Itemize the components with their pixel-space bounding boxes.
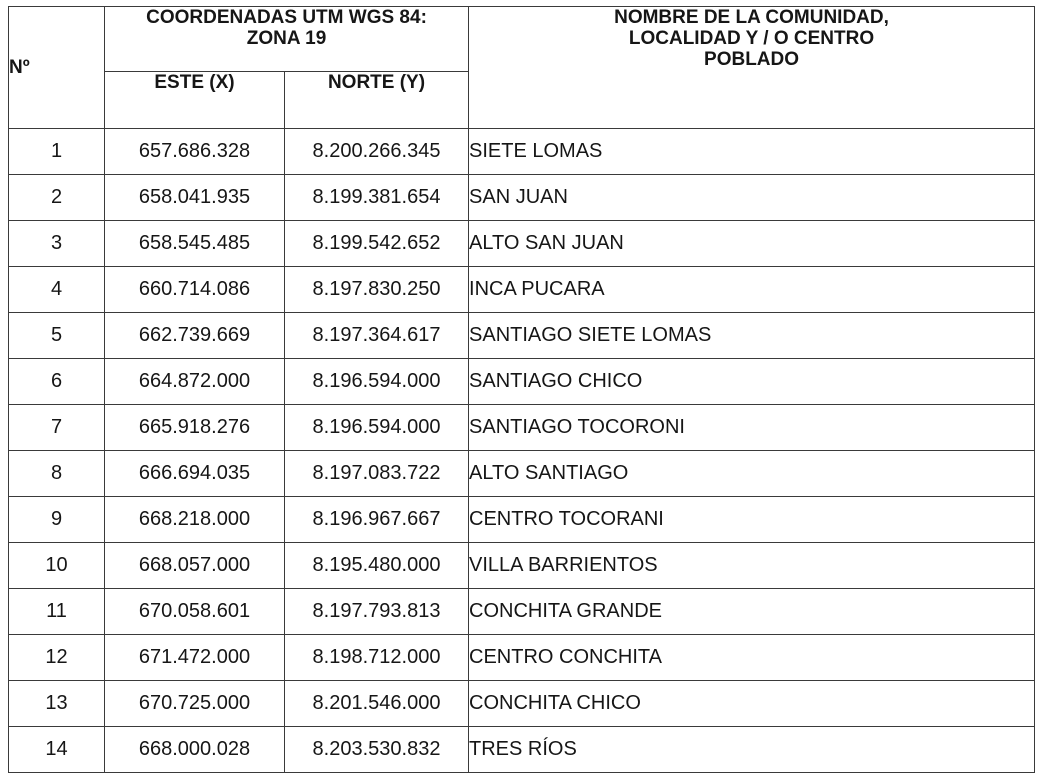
row-number-cell: 1 [9, 129, 105, 175]
norte-cell: 8.196.967.667 [285, 497, 469, 543]
row-number-cell: 4 [9, 267, 105, 313]
norte-cell: 8.200.266.345 [285, 129, 469, 175]
norte-cell: 8.196.594.000 [285, 359, 469, 405]
este-cell: 670.058.601 [105, 589, 285, 635]
community-name-cell: ALTO SANTIAGO [469, 451, 1035, 497]
norte-cell: 8.197.793.813 [285, 589, 469, 635]
row-number-cell: 12 [9, 635, 105, 681]
table-row [9, 221, 1035, 267]
norte-cell: 8.199.542.652 [285, 221, 469, 267]
table-row [9, 313, 1035, 359]
header-community-name [469, 7, 1035, 129]
header-este: ESTE (X) [105, 72, 285, 129]
community-name-cell: INCA PUCARA [469, 267, 1035, 313]
community-name-cell: SANTIAGO CHICO [469, 359, 1035, 405]
este-cell: 668.218.000 [105, 497, 285, 543]
row-number-cell: 6 [9, 359, 105, 405]
row-number-cell: 2 [9, 175, 105, 221]
header-number: Nº [9, 7, 105, 129]
row-number-cell: 11 [9, 589, 105, 635]
row-number-cell: 8 [9, 451, 105, 497]
este-cell: 671.472.000 [105, 635, 285, 681]
este-cell: 670.725.000 [105, 681, 285, 727]
community-name-cell: SANTIAGO TOCORONI [469, 405, 1035, 451]
row-number-cell: 5 [9, 313, 105, 359]
norte-cell: 8.197.364.617 [285, 313, 469, 359]
norte-cell: 8.198.712.000 [285, 635, 469, 681]
table-row [9, 451, 1035, 497]
header-coordinates-group [105, 7, 469, 72]
este-cell: 660.714.086 [105, 267, 285, 313]
community-name-cell: SAN JUAN [469, 175, 1035, 221]
norte-cell: 8.203.530.832 [285, 727, 469, 773]
community-name-cell: CENTRO TOCORANI [469, 497, 1035, 543]
header-name-line1: NOMBRE DE LA COMUNIDAD, [614, 7, 889, 28]
community-name-cell: CONCHITA CHICO [469, 681, 1035, 727]
este-cell: 664.872.000 [105, 359, 285, 405]
header-coordinates-line2: ZONA 19 [246, 28, 327, 49]
community-name-cell: SANTIAGO SIETE LOMAS [469, 313, 1035, 359]
este-cell: 668.057.000 [105, 543, 285, 589]
header-norte: NORTE (Y) [285, 72, 469, 129]
header-name-line2: LOCALIDAD Y / O CENTRO [628, 28, 875, 49]
row-number-cell: 13 [9, 681, 105, 727]
row-number-cell: 10 [9, 543, 105, 589]
table-row [9, 129, 1035, 175]
este-cell: 658.545.485 [105, 221, 285, 267]
table-row [9, 681, 1035, 727]
este-cell: 666.694.035 [105, 451, 285, 497]
table-row [9, 359, 1035, 405]
community-name-cell: SIETE LOMAS [469, 129, 1035, 175]
row-number-cell: 14 [9, 727, 105, 773]
este-cell: 657.686.328 [105, 129, 285, 175]
coordinates-table [8, 6, 1035, 773]
table-row [9, 267, 1035, 313]
norte-cell: 8.195.480.000 [285, 543, 469, 589]
header-coordinates-line1: COORDENADAS UTM WGS 84: [146, 7, 427, 28]
norte-cell: 8.196.594.000 [285, 405, 469, 451]
este-cell: 668.000.028 [105, 727, 285, 773]
community-name-cell: CENTRO CONCHITA [469, 635, 1035, 681]
norte-cell: 8.197.830.250 [285, 267, 469, 313]
table-row [9, 727, 1035, 773]
norte-cell: 8.199.381.654 [285, 175, 469, 221]
table-header [9, 7, 1035, 129]
community-name-cell: ALTO SAN JUAN [469, 221, 1035, 267]
table-row [9, 497, 1035, 543]
este-cell: 662.739.669 [105, 313, 285, 359]
table-row [9, 543, 1035, 589]
community-name-cell: CONCHITA GRANDE [469, 589, 1035, 635]
este-cell: 665.918.276 [105, 405, 285, 451]
header-name-line3: POBLADO [704, 49, 800, 70]
este-cell: 658.041.935 [105, 175, 285, 221]
table-row [9, 175, 1035, 221]
table-body [9, 129, 1035, 773]
table-row [9, 635, 1035, 681]
row-number-cell: 3 [9, 221, 105, 267]
norte-cell: 8.197.083.722 [285, 451, 469, 497]
table-row [9, 405, 1035, 451]
community-name-cell: TRES RÍOS [469, 727, 1035, 773]
table-row [9, 589, 1035, 635]
community-name-cell: VILLA BARRIENTOS [469, 543, 1035, 589]
norte-cell: 8.201.546.000 [285, 681, 469, 727]
row-number-cell: 9 [9, 497, 105, 543]
row-number-cell: 7 [9, 405, 105, 451]
